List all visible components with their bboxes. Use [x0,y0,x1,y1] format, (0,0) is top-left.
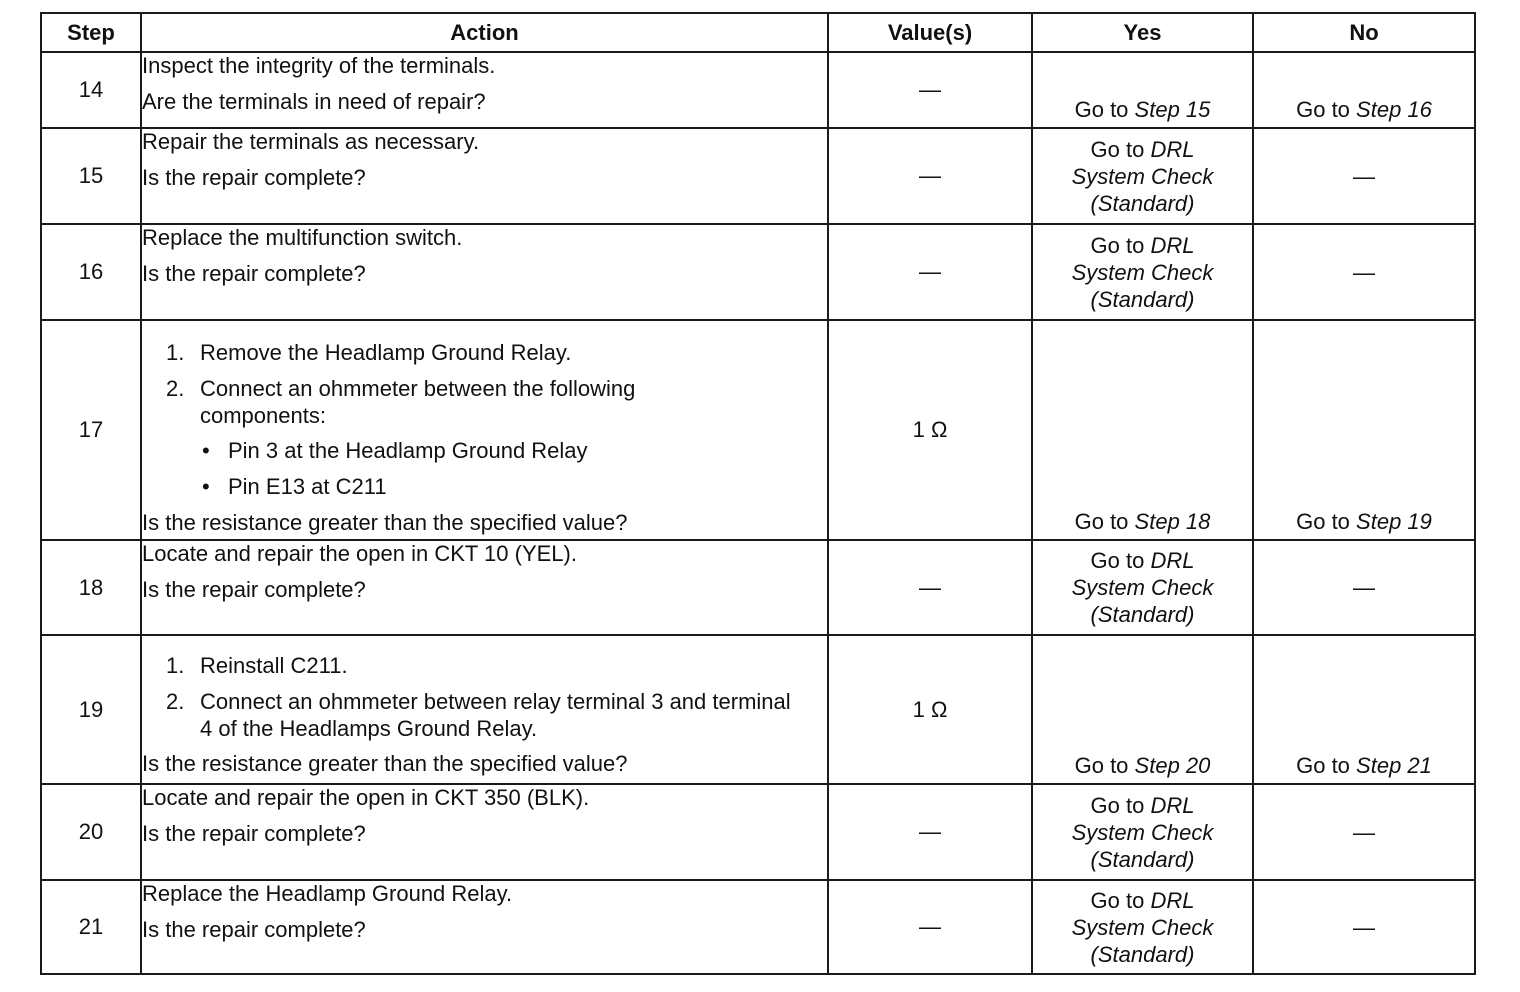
action-line: Replace the multifunction switch. [142,225,463,250]
action-question: Is the resistance greater than the specified value? [142,510,628,535]
yes-target-line3: (Standard) [1090,602,1195,627]
no-cell [1253,52,1475,128]
table-row [41,880,1475,974]
bullet-item [142,474,827,500]
yes-cell [1032,320,1253,540]
header-step: Step [41,13,141,52]
value-cell: — [828,880,1032,974]
yes-prefix: Go to [1090,792,1145,818]
step-number: 17 [41,320,141,540]
no-cell [1253,635,1475,784]
no-cell: — [1253,784,1475,880]
action-question: Is the repair complete? [142,821,366,846]
table-row [41,224,1475,320]
bullet-icon: • [202,438,210,463]
yes-cell [1032,880,1253,974]
no-target: Step 21 [1356,753,1432,778]
bullet-item [142,438,827,464]
value-cell: — [828,224,1032,320]
value-cell: — [828,128,1032,224]
bullet-text: Pin E13 at C211 [228,474,387,499]
no-cell [1253,320,1475,540]
action-question: Is the repair complete? [142,261,366,286]
yes-target: Step 20 [1134,753,1211,778]
bullet-icon: • [202,474,210,499]
yes-prefix: Go to [1090,232,1145,258]
step-text: Remove the Headlamp Ground Relay. [200,340,572,365]
yes-target-line3: (Standard) [1090,846,1195,872]
step-number: 16 [41,224,141,320]
yes-prefix: Go to [1090,136,1145,162]
no-cell: — [1253,880,1475,974]
step-index: 1. [166,340,185,365]
yes-target-line2: System Check [1071,914,1214,940]
value-cell: 1 Ω [828,635,1032,784]
header-yes: Yes [1032,13,1253,52]
step-text: Connect an ohmmeter between the following components: [200,376,636,428]
no-cell: — [1253,128,1475,224]
step-number: 14 [41,52,141,128]
header-values: Value(s) [828,13,1032,52]
yes-cell [1032,784,1253,880]
step-text: Connect an ohmmeter between relay terminal 3 and terminal 4 of the Headlamps Ground Relay. [200,689,791,741]
step-number: 15 [41,128,141,224]
action-question: Are the terminals in need of repair? [142,89,486,114]
action-cell [141,224,828,320]
yes-target-line1: DRL [1150,887,1195,913]
value-cell: 1 Ω [828,320,1032,540]
table-row [41,52,1475,128]
value-cell: — [828,784,1032,880]
yes-prefix: Go to [1074,97,1129,122]
yes-prefix: Go to [1074,509,1129,534]
no-prefix: Go to [1296,97,1350,122]
yes-cell [1032,224,1253,320]
yes-target-line3: (Standard) [1090,286,1195,312]
no-prefix: Go to [1296,509,1350,534]
yes-prefix: Go to [1090,548,1145,573]
yes-target-line3: (Standard) [1090,941,1195,967]
numbered-step [142,375,827,429]
table-row [41,635,1475,784]
action-question: Is the resistance greater than the specified value? [142,751,628,776]
numbered-step [142,688,827,742]
action-line: Replace the Headlamp Ground Relay. [142,881,513,906]
yes-cell [1032,635,1253,784]
action-cell [141,635,828,784]
step-index: 1. [166,653,185,678]
yes-cell [1032,540,1253,635]
yes-target: Step 18 [1134,509,1211,534]
action-cell [141,320,828,540]
yes-target-line1: DRL [1150,548,1195,573]
diagnostic-table [40,12,1476,975]
header-action: Action [141,13,828,52]
value-cell: — [828,540,1032,635]
bullet-text: Pin 3 at the Headlamp Ground Relay [228,438,588,463]
yes-target-line1: DRL [1150,136,1195,162]
action-cell [141,540,828,635]
step-number: 18 [41,540,141,635]
step-index: 2. [166,689,185,714]
yes-target: Step 15 [1134,97,1211,122]
action-question: Is the repair complete? [142,577,366,602]
action-question: Is the repair complete? [142,165,366,190]
numbered-step [142,339,827,366]
step-number: 21 [41,880,141,974]
action-line: Locate and repair the open in CKT 10 (YEL). [142,541,577,566]
action-line: Inspect the integrity of the terminals. [142,53,496,78]
no-prefix: Go to [1296,753,1350,778]
yes-target-line2: System Check [1071,575,1214,600]
action-cell [141,784,828,880]
no-cell: — [1253,224,1475,320]
table-row [41,784,1475,880]
table-row [41,320,1475,540]
step-number: 19 [41,635,141,784]
action-line: Locate and repair the open in CKT 350 (BLK). [142,785,590,810]
no-target: Step 19 [1356,509,1432,534]
yes-target-line3: (Standard) [1090,190,1195,216]
yes-cell [1032,128,1253,224]
step-index: 2. [166,376,185,401]
action-cell [141,128,828,224]
header-no: No [1253,13,1475,52]
step-text: Reinstall C211. [200,653,348,678]
action-question: Is the repair complete? [142,917,366,942]
no-cell: — [1253,540,1475,635]
yes-cell [1032,52,1253,128]
yes-prefix: Go to [1090,887,1145,913]
yes-target-line2: System Check [1071,163,1214,189]
header-row [41,13,1475,52]
yes-target-line1: DRL [1150,232,1195,258]
yes-target-line2: System Check [1071,259,1214,285]
action-line: Repair the terminals as necessary. [142,129,480,154]
step-number: 20 [41,784,141,880]
value-cell: — [828,52,1032,128]
yes-prefix: Go to [1074,753,1129,778]
action-cell [141,52,828,128]
no-target: Step 16 [1356,97,1432,122]
table-row [41,540,1475,635]
yes-target-line1: DRL [1150,792,1195,818]
yes-target-line2: System Check [1071,819,1214,845]
numbered-step [142,652,827,679]
table-row [41,128,1475,224]
action-cell [141,880,828,974]
